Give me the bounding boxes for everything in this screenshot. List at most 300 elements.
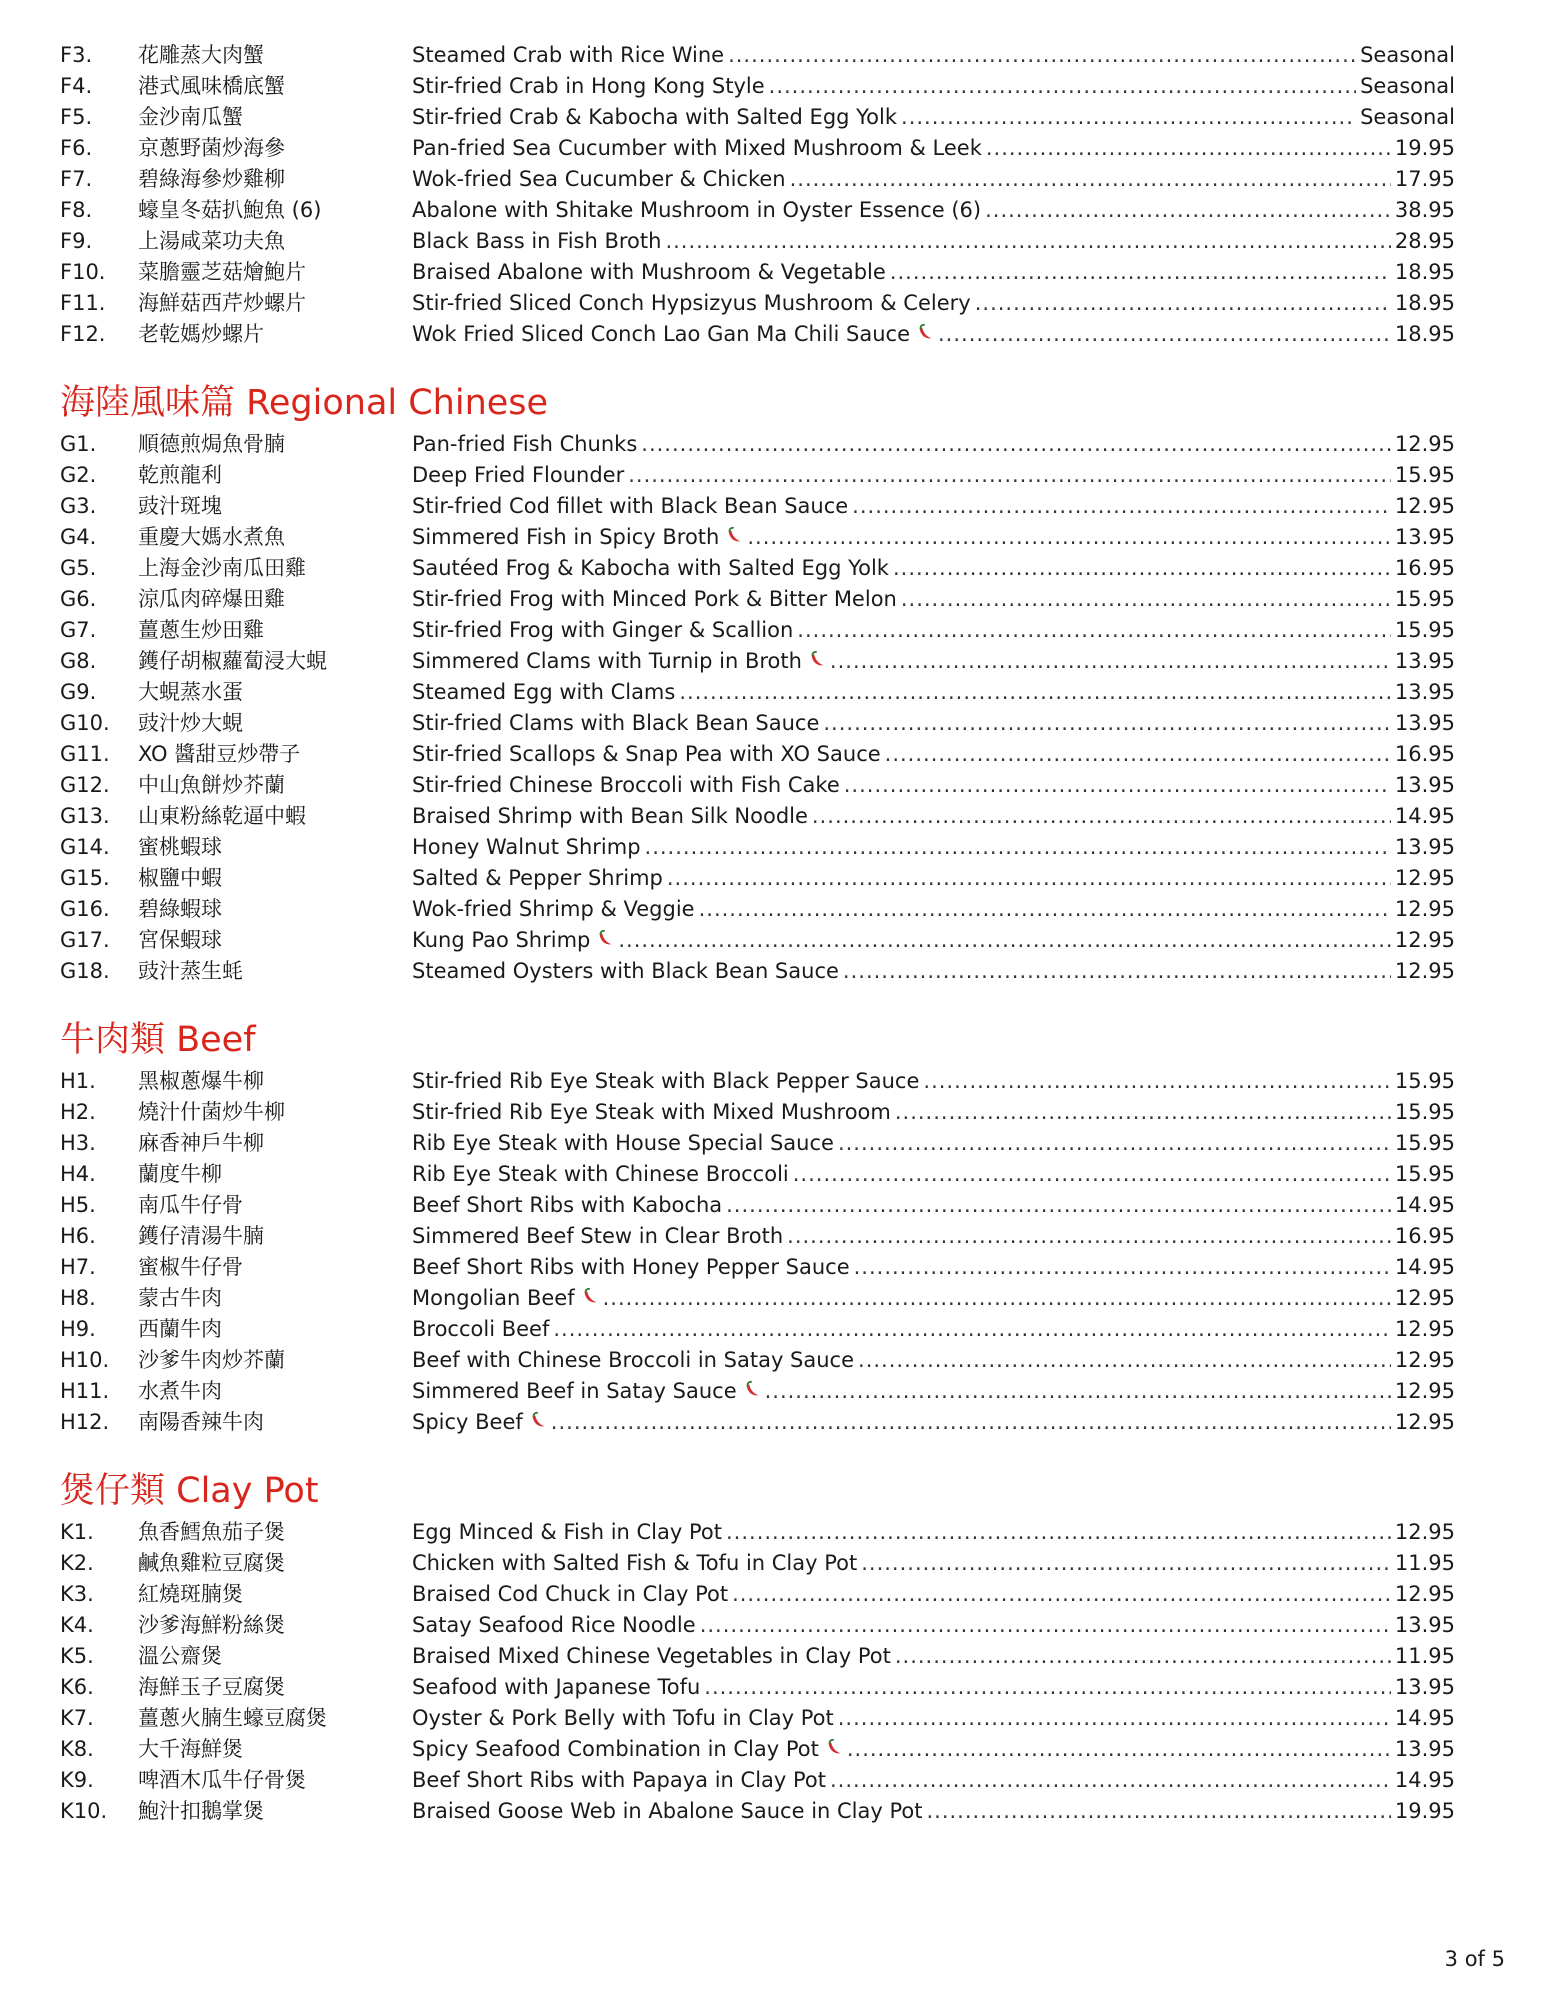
menu-item: [60, 1796, 1455, 1827]
page-number: 3 of 5: [1444, 1947, 1505, 1971]
menu-item: [60, 1579, 1455, 1610]
item-english-name: Stir-fried Chinese Broccoli with Fish Cake: [412, 773, 840, 797]
menu-item: [60, 71, 1455, 102]
dot-leader: [603, 1283, 1391, 1314]
dot-leader: [726, 1190, 1391, 1221]
dot-leader: [645, 832, 1391, 863]
item-chinese-name: 鮑汁扣鵝掌煲: [138, 1799, 264, 1823]
dot-leader: [830, 646, 1391, 677]
item-code: H11.: [60, 1379, 110, 1403]
item-chinese-name: 老乾媽炒螺片: [138, 322, 264, 346]
item-price: 13.95: [1394, 525, 1455, 549]
item-code: H3.: [60, 1131, 96, 1155]
dot-leader: [700, 1610, 1391, 1641]
item-price: 14.95: [1394, 1255, 1455, 1279]
item-code: H12.: [60, 1410, 110, 1434]
dot-leader: [699, 894, 1391, 925]
menu-section: [60, 381, 1455, 987]
menu-item: [60, 584, 1455, 615]
menu-item: [60, 1610, 1455, 1641]
item-price: 13.95: [1394, 1737, 1455, 1761]
item-code: H1.: [60, 1069, 96, 1093]
dot-leader: [861, 1548, 1391, 1579]
menu-item: [60, 863, 1455, 894]
item-chinese-name: 金沙南瓜蟹: [138, 105, 243, 129]
item-price: 15.95: [1394, 1162, 1455, 1186]
item-code: K2.: [60, 1551, 94, 1575]
dot-leader: [728, 40, 1356, 71]
item-chinese-name: 南陽香辣牛肉: [138, 1410, 264, 1434]
item-english-name: Stir-fried Crab & Kabocha with Salted Egg Yolk: [412, 105, 898, 129]
item-english-name: Stir-fried Cod fillet with Black Bean Sauce: [412, 494, 849, 518]
item-chinese-name: 豉汁斑塊: [138, 494, 222, 518]
item-price: 13.95: [1394, 711, 1455, 735]
item-chinese-name: 海鮮菇西芹炒螺片: [138, 291, 306, 315]
item-english-name: Black Bass in Fish Broth: [412, 229, 662, 253]
dot-leader: [679, 677, 1391, 708]
menu-item: [60, 226, 1455, 257]
item-chinese-name: 西蘭牛肉: [138, 1317, 222, 1341]
menu-item: [60, 677, 1455, 708]
menu-item: [60, 1283, 1455, 1314]
dot-leader: [641, 429, 1391, 460]
menu-section: [60, 1018, 1455, 1438]
dot-leader: [787, 1221, 1391, 1252]
item-code: H5.: [60, 1193, 96, 1217]
item-english-name: Stir-fried Rib Eye Steak with Mixed Mushroom: [412, 1100, 891, 1124]
menu-item: [60, 1407, 1455, 1438]
item-code: F6.: [60, 136, 93, 160]
section-title: 海陸風味篇 Regional Chinese: [60, 383, 549, 423]
menu-item: [60, 1314, 1455, 1345]
item-english-name: Simmered Beef in Satay Sauce: [412, 1379, 737, 1403]
item-code: G9.: [60, 680, 97, 704]
item-chinese-name: 薑蔥火腩生蠔豆腐煲: [138, 1706, 327, 1730]
item-english-name: Stir-fried Sliced Conch Hypsizyus Mushroom & Celery: [412, 291, 971, 315]
item-english-name: Stir-fried Rib Eye Steak with Black Pepper Sauce: [412, 1069, 920, 1093]
item-code: H9.: [60, 1317, 96, 1341]
menu-item: [60, 739, 1455, 770]
dot-leader: [885, 739, 1391, 770]
item-english-name: Simmered Clams with Turnip in Broth: [412, 649, 802, 673]
item-code: G12.: [60, 773, 110, 797]
item-code: F12.: [60, 322, 106, 346]
dot-leader: [854, 1252, 1391, 1283]
item-english-name: Sautéed Frog & Kabocha with Salted Egg Yolk: [412, 556, 889, 580]
menu-item: [60, 1641, 1455, 1672]
item-english-name: Stir-fried Crab in Hong Kong Style: [412, 74, 765, 98]
item-code: K8.: [60, 1737, 94, 1761]
item-code: K9.: [60, 1768, 94, 1792]
item-code: H7.: [60, 1255, 96, 1279]
menu-item: [60, 1128, 1455, 1159]
item-price: 12.95: [1394, 928, 1455, 952]
chili-pepper-icon: [581, 1284, 599, 1315]
item-chinese-name: 鑊仔清湯牛腩: [138, 1224, 264, 1248]
item-price: 14.95: [1394, 1706, 1455, 1730]
item-price: 11.95: [1394, 1644, 1455, 1668]
item-english-name: Steamed Crab with Rice Wine: [412, 43, 725, 67]
item-code: K4.: [60, 1613, 94, 1637]
chili-pepper-icon: [916, 320, 934, 351]
menu-item: [60, 522, 1455, 553]
menu-item: [60, 460, 1455, 491]
dot-leader: [793, 1159, 1391, 1190]
item-chinese-name: 黑椒蔥爆牛柳: [138, 1069, 264, 1093]
menu-item: [60, 1066, 1455, 1097]
item-code: F8.: [60, 198, 93, 222]
menu-item: [60, 1097, 1455, 1128]
item-price: 12.95: [1394, 494, 1455, 518]
item-price: 13.95: [1394, 1675, 1455, 1699]
item-chinese-name: 大千海鮮煲: [138, 1737, 243, 1761]
item-english-name: Braised Abalone with Mushroom & Vegetable: [412, 260, 886, 284]
item-code: G2.: [60, 463, 97, 487]
item-english-name: Broccoli Beef: [412, 1317, 550, 1341]
menu-item: [60, 40, 1455, 71]
item-price: 13.95: [1394, 1613, 1455, 1637]
item-price: 15.95: [1394, 463, 1455, 487]
item-code: F9.: [60, 229, 93, 253]
item-price: Seasonal: [1360, 105, 1455, 129]
item-price: 14.95: [1394, 804, 1455, 828]
item-price: 13.95: [1394, 773, 1455, 797]
dot-leader: [769, 71, 1356, 102]
item-price: 14.95: [1394, 1768, 1455, 1792]
item-code: G6.: [60, 587, 97, 611]
menu-item: [60, 925, 1455, 956]
item-chinese-name: 蘭度牛柳: [138, 1162, 222, 1186]
menu-item: [60, 1548, 1455, 1579]
item-code: H6.: [60, 1224, 96, 1248]
item-english-name: Egg Minced & Fish in Clay Pot: [412, 1520, 722, 1544]
item-price: 12.95: [1394, 1410, 1455, 1434]
item-english-name: Salted & Pepper Shrimp: [412, 866, 663, 890]
item-code: G1.: [60, 432, 97, 456]
dot-leader: [893, 553, 1391, 584]
chili-pepper-icon: [725, 523, 743, 554]
menu-section: [60, 1469, 1455, 1827]
item-english-name: Steamed Egg with Clams: [412, 680, 676, 704]
menu-item: [60, 956, 1455, 987]
dot-leader: [665, 226, 1390, 257]
item-english-name: Pan-fried Sea Cucumber with Mixed Mushroom & Leek: [412, 136, 982, 160]
item-english-name: Simmered Fish in Spicy Broth: [412, 525, 720, 549]
item-price: 28.95: [1394, 229, 1455, 253]
menu-item: [60, 1376, 1455, 1407]
item-price: 18.95: [1394, 291, 1455, 315]
dot-leader: [975, 288, 1391, 319]
dot-leader: [843, 956, 1391, 987]
item-chinese-name: 燒汁什菌炒牛柳: [138, 1100, 285, 1124]
dot-leader: [551, 1407, 1391, 1438]
item-english-name: Stir-fried Clams with Black Bean Sauce: [412, 711, 820, 735]
item-english-name: Mongolian Beef: [412, 1286, 575, 1310]
item-chinese-name: 乾煎龍利: [138, 463, 222, 487]
item-code: H10.: [60, 1348, 110, 1372]
menu-item: [60, 257, 1455, 288]
item-chinese-name: 順德煎焗魚骨腩: [138, 432, 285, 456]
item-price: 18.95: [1394, 322, 1455, 346]
dot-leader: [628, 460, 1391, 491]
item-chinese-name: 大蜆蒸水蛋: [138, 680, 243, 704]
menu-page: [60, 40, 1455, 1827]
item-chinese-name: 溫公齋煲: [138, 1644, 222, 1668]
dot-leader: [667, 863, 1391, 894]
item-code: K5.: [60, 1644, 94, 1668]
item-english-name: Oyster & Pork Belly with Tofu in Clay Pot: [412, 1706, 834, 1730]
item-code: K3.: [60, 1582, 94, 1606]
item-code: G17.: [60, 928, 110, 952]
item-price: 12.95: [1394, 432, 1455, 456]
item-english-name: Stir-fried Frog with Minced Pork & Bitter Melon: [412, 587, 897, 611]
item-code: F3.: [60, 43, 93, 67]
item-english-name: Satay Seafood Rice Noodle: [412, 1613, 696, 1637]
item-code: K1.: [60, 1520, 94, 1544]
item-chinese-name: 鑊仔胡椒蘿蔔浸大蜆: [138, 649, 327, 673]
item-price: 12.95: [1394, 1520, 1455, 1544]
item-price: 12.95: [1394, 959, 1455, 983]
menu-item: [60, 615, 1455, 646]
item-code: G7.: [60, 618, 97, 642]
item-chinese-name: 京蔥野菌炒海參: [138, 136, 285, 160]
menu-item: [60, 1190, 1455, 1221]
item-price: 12.95: [1394, 1317, 1455, 1341]
item-chinese-name: 豉汁蒸生蚝: [138, 959, 243, 983]
menu-item: [60, 1517, 1455, 1548]
item-code: G4.: [60, 525, 97, 549]
item-code: H2.: [60, 1100, 96, 1124]
item-code: K6.: [60, 1675, 94, 1699]
item-chinese-name: XO 醬甜豆炒帶子: [138, 742, 301, 766]
item-english-name: Honey Walnut Shrimp: [412, 835, 641, 859]
dot-leader: [732, 1579, 1391, 1610]
menu-item: [60, 1703, 1455, 1734]
item-chinese-name: 山東粉絲乾逼中蝦: [138, 804, 306, 828]
dot-leader: [726, 1517, 1391, 1548]
section-title: 煲仔類 Clay Pot: [60, 1471, 319, 1511]
dot-leader: [901, 102, 1356, 133]
item-code: G14.: [60, 835, 110, 859]
item-chinese-name: 碧綠蝦球: [138, 897, 222, 921]
item-chinese-name: 宮保蝦球: [138, 928, 222, 952]
menu-item: [60, 894, 1455, 925]
dot-leader: [926, 1796, 1390, 1827]
item-chinese-name: 涼瓜肉碎爆田雞: [138, 587, 285, 611]
item-english-name: Pan-fried Fish Chunks: [412, 432, 638, 456]
item-english-name: Kung Pao Shrimp: [412, 928, 591, 952]
item-chinese-name: 港式風味橋底蟹: [138, 74, 285, 98]
item-english-name: Rib Eye Steak with House Special Sauce: [412, 1131, 834, 1155]
item-english-name: Stir-fried Scallops & Snap Pea with XO Sauce: [412, 742, 881, 766]
item-english-name: Braised Mixed Chinese Vegetables in Clay Pot: [412, 1644, 891, 1668]
item-chinese-name: 椒鹽中蝦: [138, 866, 222, 890]
menu-section: [60, 40, 1455, 350]
item-price: 14.95: [1394, 1193, 1455, 1217]
item-code: G5.: [60, 556, 97, 580]
dot-leader: [938, 319, 1391, 350]
menu-item: [60, 164, 1455, 195]
item-code: G10.: [60, 711, 110, 735]
menu-item: [60, 1252, 1455, 1283]
item-price: 13.95: [1394, 835, 1455, 859]
dot-leader: [765, 1376, 1391, 1407]
item-chinese-name: 沙爹牛肉炒芥蘭: [138, 1348, 285, 1372]
menu-item: [60, 319, 1455, 350]
item-english-name: Steamed Oysters with Black Bean Sauce: [412, 959, 839, 983]
dot-leader: [838, 1703, 1391, 1734]
menu-item: [60, 429, 1455, 460]
item-code: G18.: [60, 959, 110, 983]
item-english-name: Wok-fried Sea Cucumber & Chicken: [412, 167, 786, 191]
item-code: F10.: [60, 260, 106, 284]
item-price: 12.95: [1394, 1582, 1455, 1606]
item-price: 15.95: [1394, 587, 1455, 611]
dot-leader: [790, 164, 1391, 195]
item-chinese-name: 花雕蒸大肉蟹: [138, 43, 264, 67]
item-code: G11.: [60, 742, 110, 766]
dot-leader: [923, 1066, 1390, 1097]
item-english-name: Beef Short Ribs with Kabocha: [412, 1193, 723, 1217]
item-chinese-name: 紅燒斑腩煲: [138, 1582, 243, 1606]
item-chinese-name: 碧綠海參炒雞柳: [138, 167, 285, 191]
dot-leader: [618, 925, 1391, 956]
item-chinese-name: 鹹魚雞粒豆腐煲: [138, 1551, 285, 1575]
dot-leader: [901, 584, 1391, 615]
item-chinese-name: 中山魚餅炒芥蘭: [138, 773, 285, 797]
item-english-name: Rib Eye Steak with Chinese Broccoli: [412, 1162, 789, 1186]
dot-leader: [985, 195, 1391, 226]
item-price: 12.95: [1394, 1286, 1455, 1310]
item-price: Seasonal: [1360, 74, 1455, 98]
item-chinese-name: 蜜桃蝦球: [138, 835, 222, 859]
dot-leader: [890, 257, 1391, 288]
item-english-name: Spicy Seafood Combination in Clay Pot: [412, 1737, 819, 1761]
dot-leader: [823, 708, 1391, 739]
item-code: F4.: [60, 74, 93, 98]
item-price: 38.95: [1394, 198, 1455, 222]
menu-item: [60, 195, 1455, 226]
dot-leader: [847, 1734, 1391, 1765]
dot-leader: [797, 615, 1391, 646]
menu-item: [60, 1734, 1455, 1765]
item-price: 13.95: [1394, 649, 1455, 673]
dot-leader: [844, 770, 1391, 801]
item-chinese-name: 上海金沙南瓜田雞: [138, 556, 306, 580]
item-chinese-name: 啤酒木瓜牛仔骨煲: [138, 1768, 306, 1792]
dot-leader: [895, 1097, 1391, 1128]
item-code: F11.: [60, 291, 106, 315]
item-code: F5.: [60, 105, 93, 129]
item-price: 11.95: [1394, 1551, 1455, 1575]
item-price: Seasonal: [1360, 43, 1455, 67]
item-code: H8.: [60, 1286, 96, 1310]
item-chinese-name: 菜膽靈芝菇燴鮑片: [138, 260, 306, 284]
chili-pepper-icon: [808, 647, 826, 678]
menu-item: [60, 1159, 1455, 1190]
menu-item: [60, 1765, 1455, 1796]
menu-item: [60, 491, 1455, 522]
item-price: 15.95: [1394, 1131, 1455, 1155]
item-english-name: Simmered Beef Stew in Clear Broth: [412, 1224, 784, 1248]
item-price: 16.95: [1394, 556, 1455, 580]
item-price: 12.95: [1394, 1379, 1455, 1403]
item-english-name: Wok Fried Sliced Conch Lao Gan Ma Chili Sauce: [412, 322, 910, 346]
item-english-name: Chicken with Salted Fish & Tofu in Clay Pot: [412, 1551, 858, 1575]
item-price: 12.95: [1394, 897, 1455, 921]
item-code: G8.: [60, 649, 97, 673]
item-code: G3.: [60, 494, 97, 518]
dot-leader: [812, 801, 1391, 832]
menu-item: [60, 1221, 1455, 1252]
item-chinese-name: 麻香神戶牛柳: [138, 1131, 264, 1155]
menu-item: [60, 708, 1455, 739]
menu-item: [60, 1345, 1455, 1376]
menu-item: [60, 832, 1455, 863]
item-chinese-name: 豉汁炒大蜆: [138, 711, 243, 735]
dot-leader: [986, 133, 1391, 164]
dot-leader: [830, 1765, 1391, 1796]
item-code: K7.: [60, 1706, 94, 1730]
menu-item: [60, 646, 1455, 677]
dot-leader: [852, 491, 1391, 522]
dot-leader: [895, 1641, 1391, 1672]
dot-leader: [858, 1345, 1391, 1376]
item-english-name: Wok-fried Shrimp & Veggie: [412, 897, 695, 921]
item-english-name: Seafood with Japanese Tofu: [412, 1675, 701, 1699]
item-chinese-name: 魚香鱈魚茄子煲: [138, 1520, 285, 1544]
item-english-name: Deep Fried Flounder: [412, 463, 625, 487]
dot-leader: [747, 522, 1391, 553]
item-price: 15.95: [1394, 1100, 1455, 1124]
chili-pepper-icon: [596, 926, 614, 957]
item-english-name: Beef Short Ribs with Honey Pepper Sauce: [412, 1255, 850, 1279]
chili-pepper-icon: [529, 1408, 547, 1439]
item-code: G13.: [60, 804, 110, 828]
menu-item: [60, 1672, 1455, 1703]
item-chinese-name: 蜜椒牛仔骨: [138, 1255, 243, 1279]
item-english-name: Braised Cod Chuck in Clay Pot: [412, 1582, 729, 1606]
item-chinese-name: 南瓜牛仔骨: [138, 1193, 243, 1217]
item-english-name: Beef Short Ribs with Papaya in Clay Pot: [412, 1768, 826, 1792]
item-price: 16.95: [1394, 742, 1455, 766]
menu-item: [60, 102, 1455, 133]
item-code: G15.: [60, 866, 110, 890]
item-chinese-name: 上湯咸菜功夫魚: [138, 229, 285, 253]
item-code: H4.: [60, 1162, 96, 1186]
item-price: 19.95: [1394, 136, 1455, 160]
item-chinese-name: 蠔皇冬菇扒鮑魚 (6): [138, 198, 322, 222]
item-chinese-name: 薑蔥生炒田雞: [138, 618, 264, 642]
item-price: 18.95: [1394, 260, 1455, 284]
item-chinese-name: 沙爹海鮮粉絲煲: [138, 1613, 285, 1637]
menu-item: [60, 770, 1455, 801]
chili-pepper-icon: [743, 1377, 761, 1408]
item-code: F7.: [60, 167, 93, 191]
item-chinese-name: 重慶大媽水煮魚: [138, 525, 285, 549]
item-english-name: Braised Shrimp with Bean Silk Noodle: [412, 804, 808, 828]
item-chinese-name: 水煮牛肉: [138, 1379, 222, 1403]
dot-leader: [704, 1672, 1391, 1703]
menu-item: [60, 801, 1455, 832]
item-price: 19.95: [1394, 1799, 1455, 1823]
item-english-name: Braised Goose Web in Abalone Sauce in Clay Pot: [412, 1799, 923, 1823]
item-chinese-name: 海鮮玉子豆腐煲: [138, 1675, 285, 1699]
menu-item: [60, 553, 1455, 584]
dot-leader: [838, 1128, 1391, 1159]
item-price: 15.95: [1394, 618, 1455, 642]
item-price: 12.95: [1394, 1348, 1455, 1372]
